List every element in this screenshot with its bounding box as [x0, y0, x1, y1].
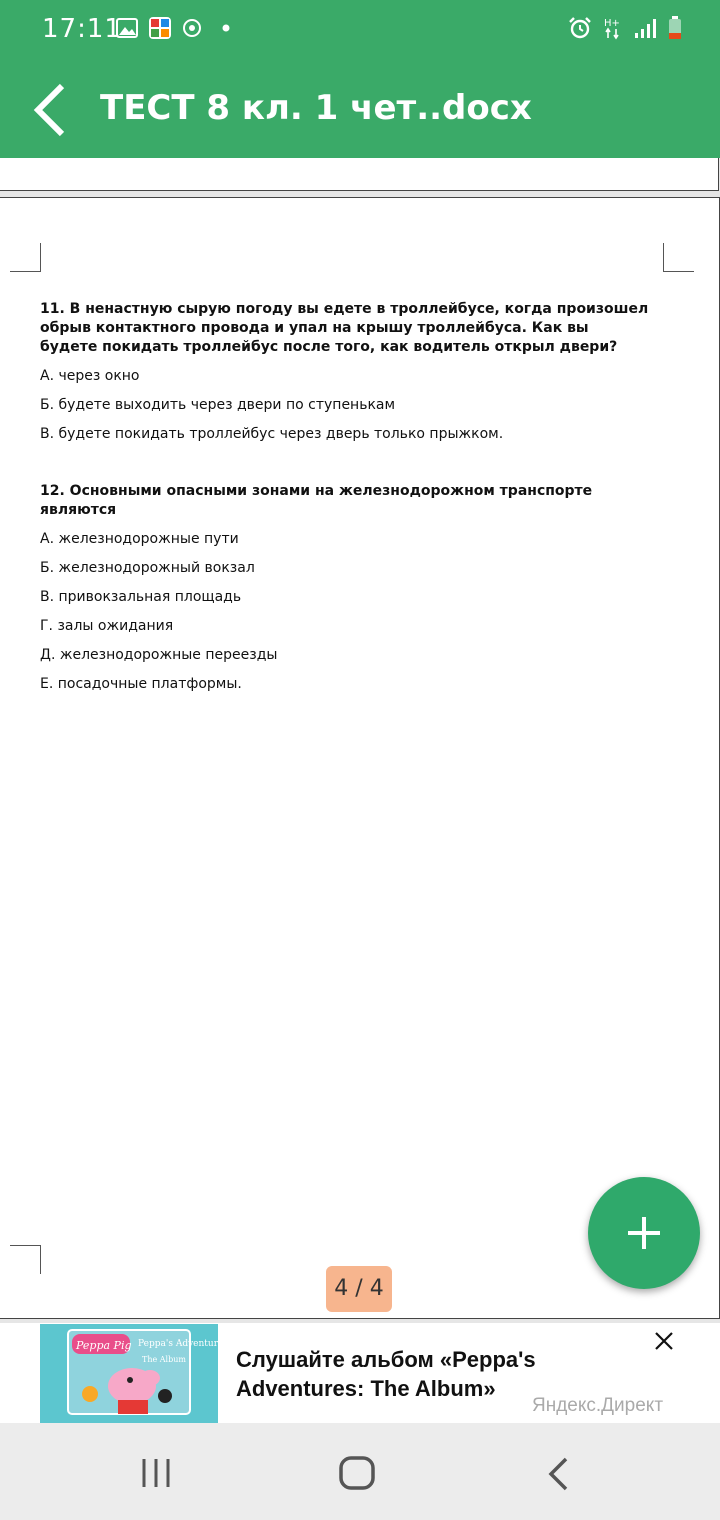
document-page[interactable] — [0, 197, 720, 1319]
crop-mark-bottom-left — [10, 1245, 41, 1274]
question-11-option-c: В. будете покидать троллейбус через дверь только прыжком. — [40, 426, 504, 442]
question-12-option-a: А. железнодорожные пути — [40, 531, 239, 547]
close-icon[interactable] — [652, 1329, 676, 1353]
home-icon[interactable] — [338, 1455, 376, 1491]
question-11: 11. В ненастную сырую погоду вы едете в троллейбусе, когда произошел обрыв контактного провода и упал на крышу троллейбуса. Как вы будете покидать троллейбус после того, как водитель открыл двери? — [40, 301, 649, 355]
recent-apps-icon[interactable] — [140, 1457, 172, 1489]
network-hplus-icon — [604, 16, 622, 40]
status-time: 17:11 — [42, 14, 122, 44]
question-12-option-c: В. привокзальная площадь — [40, 589, 242, 605]
previous-page-edge — [0, 158, 719, 191]
page-indicator: 4 / 4 — [326, 1266, 392, 1312]
question-11-option-b: Б. будете выходить через двери по ступенькам — [40, 397, 396, 413]
ad-source-label: Яндекс.Директ — [532, 1395, 664, 1416]
app-bar — [0, 0, 720, 158]
ad-image[interactable] — [40, 1324, 228, 1423]
ad-text[interactable]: Слушайте альбом «Peppa's Adventures: The Album» — [236, 1347, 536, 1401]
crop-mark-top-left — [10, 243, 41, 272]
question-12-option-f: Е. посадочные платформы. — [40, 676, 242, 692]
football-icon — [182, 18, 202, 38]
question-11-option-a: А. через окно — [40, 368, 140, 384]
question-12-option-b: Б. железнодорожный вокзал — [40, 560, 255, 576]
signal-icon — [634, 17, 656, 39]
plus-icon — [588, 1177, 700, 1289]
svg-text:H+: H+ — [604, 18, 620, 29]
status-bar — [0, 0, 720, 60]
app-notification-icon — [148, 16, 172, 40]
battery-icon — [668, 16, 682, 40]
add-button[interactable] — [588, 1177, 700, 1289]
back-icon[interactable] — [546, 1457, 572, 1491]
ad-image-logo-text: Peppa Pig — [76, 1339, 132, 1352]
crop-mark-top-right — [663, 243, 694, 272]
question-12-option-e: Д. железнодорожные переезды — [40, 647, 278, 663]
question-12: 12. Основными опасными зонами на железнодорожном транспорте являются — [40, 483, 593, 518]
ad-image-title-text: Peppa's Adventures — [138, 1339, 228, 1349]
question-12-option-d: Г. залы ожидания — [40, 618, 174, 634]
system-navigation-bar — [0, 1423, 720, 1520]
ad-image-subtitle-text: The Album — [142, 1355, 186, 1364]
alarm-icon — [568, 16, 592, 40]
document-content — [40, 300, 650, 704]
more-notifications-dot-icon — [212, 18, 232, 38]
document-title: ТЕСТ 8 кл. 1 чет..docx — [100, 88, 532, 128]
gallery-icon — [116, 18, 138, 38]
ad-banner[interactable] — [0, 1323, 720, 1423]
back-arrow-icon[interactable] — [28, 80, 72, 140]
